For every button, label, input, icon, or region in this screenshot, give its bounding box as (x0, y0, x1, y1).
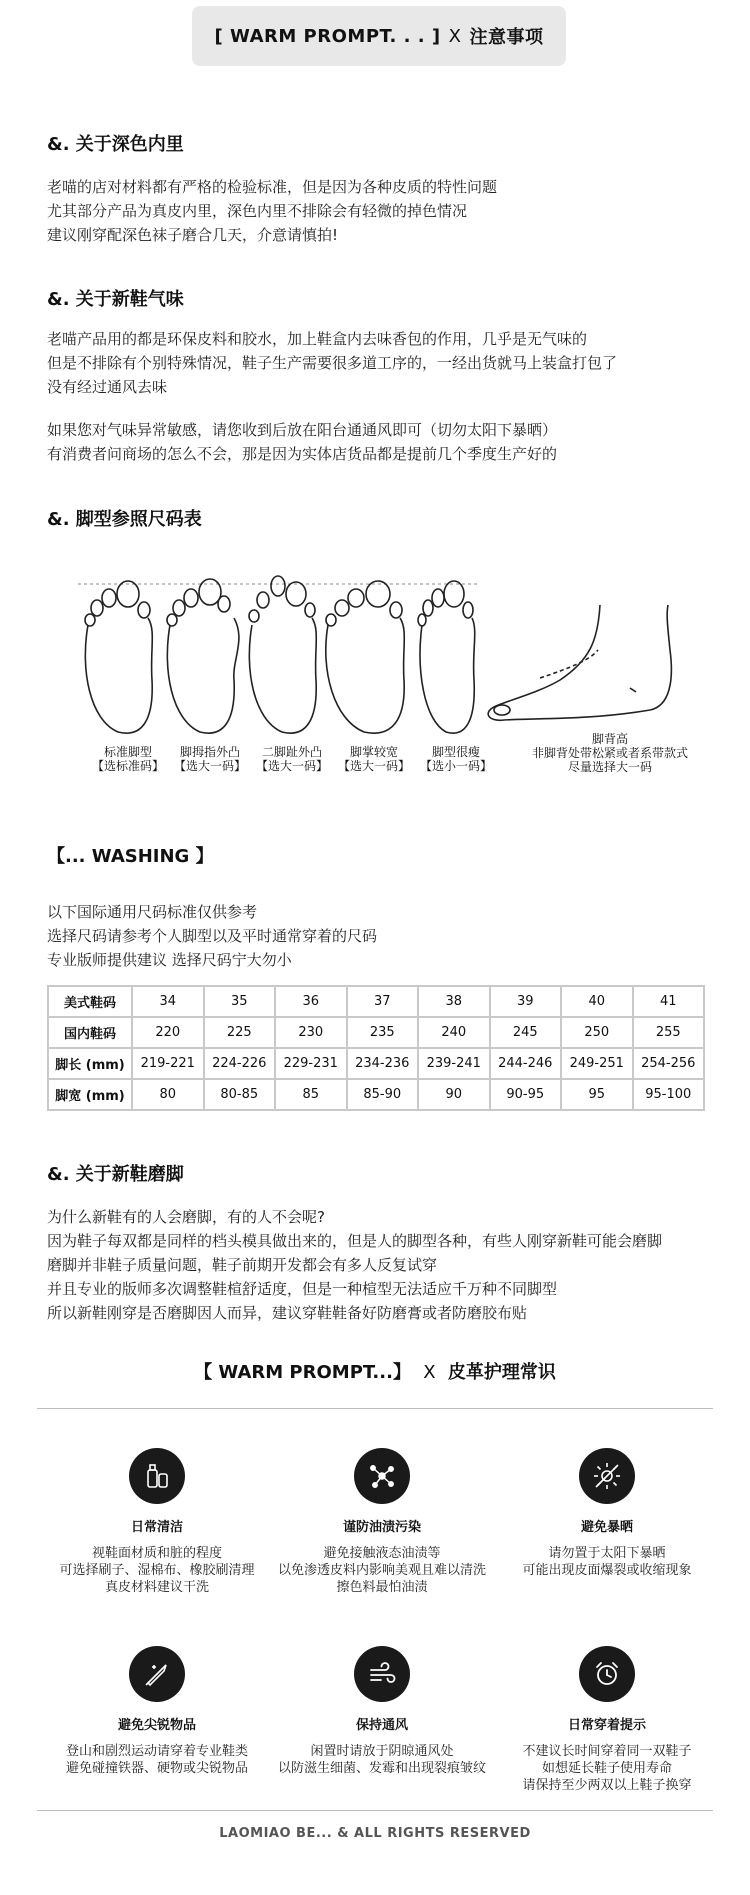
table-cell: 235 (347, 1017, 419, 1048)
row-label: 美式鞋码 (48, 986, 132, 1017)
paragraph-line: 老喵产品用的都是环保皮料和胶水，加上鞋盒内去味香包的作用，几乎是无气味的 (47, 330, 588, 348)
foot-label-5 (411, 745, 501, 773)
row-label: 脚长 (mm) (48, 1048, 132, 1079)
care-desc-line: 视鞋面材质和脏的程度 (91, 1546, 222, 1561)
wind-icon (354, 1646, 410, 1702)
table-cell: 90 (418, 1079, 490, 1110)
care-heading-x: X (423, 1362, 436, 1383)
table-cell: 37 (347, 986, 419, 1017)
footer-divider (37, 1810, 713, 1811)
table-cell: 245 (490, 1017, 562, 1048)
table-cell: 249-251 (561, 1048, 633, 1079)
alarm-clock-icon (579, 1646, 635, 1702)
sharp-object-icon (129, 1646, 185, 1702)
care-desc-line: 可选择刷子、湿棉布、橡胶刷清理 (59, 1563, 255, 1578)
table-cell: 80-85 (204, 1079, 276, 1110)
header-left-text: [ WARM PROMPT. . . ] (214, 25, 441, 47)
header-right-text: 注意事项 (469, 27, 544, 48)
foot-tip: 尽量选择大一码 (567, 760, 652, 774)
care-desc (37, 1743, 277, 1777)
no-sun-icon (579, 1448, 635, 1504)
care-title: 避免尖锐物品 (117, 1718, 196, 1733)
care-item-sharp (37, 1646, 277, 1777)
care-item-ventilation (262, 1646, 502, 1777)
foot-label-2 (165, 745, 255, 773)
table-cell: 36 (275, 986, 347, 1017)
care-desc (487, 1545, 727, 1579)
foot-bunion (167, 579, 239, 733)
care-title: 避免暴晒 (580, 1520, 633, 1535)
table-cell: 234-236 (347, 1048, 419, 1079)
care-desc (37, 1545, 277, 1596)
dark-lining-text (47, 175, 497, 247)
table-cell: 255 (633, 1017, 705, 1048)
care-desc (262, 1545, 502, 1596)
care-divider (37, 1408, 713, 1409)
section-title-dark-lining: &. 关于深色内里 (47, 134, 184, 155)
foot-name: 二脚趾外凸 (261, 745, 322, 759)
table-cell: 239-241 (418, 1048, 490, 1079)
header-banner (192, 6, 566, 66)
foot-name: 脚掌较宽 (349, 745, 398, 759)
foot-label-3 (247, 745, 337, 773)
foot-standard (85, 581, 152, 733)
table-cell: 244-246 (490, 1048, 562, 1079)
table-row (48, 1079, 704, 1110)
care-desc-line: 不建议长时间穿着同一双鞋子 (522, 1744, 692, 1759)
washing-text (47, 900, 377, 972)
table-cell: 220 (132, 1017, 204, 1048)
care-heading-right: 皮革护理常识 (447, 1362, 556, 1383)
foot-tip: 【选大一码】 (255, 759, 328, 773)
table-cell: 229-231 (275, 1048, 347, 1079)
table-row (48, 1017, 704, 1048)
care-desc-line: 避免接触液态油渍等 (323, 1546, 441, 1561)
foot-tip: 【选大一码】 (337, 759, 410, 773)
foot-label-4 (329, 745, 419, 773)
paragraph-line: 没有经过通风去味 (47, 378, 168, 396)
care-desc-line: 可能出现皮面爆裂或收缩现象 (522, 1563, 692, 1578)
table-cell: 225 (204, 1017, 276, 1048)
care-desc-line: 闲置时请放于阴晾通风处 (310, 1744, 454, 1759)
foot-tip: 【选标准码】 (91, 759, 164, 773)
foot-long-second-toe (249, 576, 316, 733)
section-title-foot-chart: &. 脚型参照尺码表 (47, 509, 202, 530)
care-desc-line: 真皮材料建议干洗 (104, 1580, 209, 1595)
paragraph-line: 但是不排除有个别特殊情况，鞋子生产需要很多道工序的，一经出货就马上装盒打包了 (47, 354, 618, 372)
foot-tip: 非脚背处带松紧或者系带款式 (531, 746, 688, 760)
paragraph-line: 如果您对气味异常敏感，请您收到后放在阳台通通风即可（切勿太阳下暴晒） (47, 421, 558, 439)
cleaning-bottle-icon (129, 1448, 185, 1504)
section-title-rubbing: &. 关于新鞋磨脚 (47, 1164, 184, 1185)
paragraph-line: 建议刚穿配深色袜子磨合几天，介意请慎拍! (47, 226, 339, 244)
foot-label-1 (83, 745, 173, 773)
care-heading (0, 1358, 750, 1384)
paragraph-line: 磨脚并非鞋子质量问题，鞋子前期开发都会有多人反复试穿 (47, 1256, 438, 1274)
care-desc-line: 避免碰撞铁器、硬物或尖锐物品 (65, 1761, 248, 1776)
care-title: 日常清洁 (130, 1520, 183, 1535)
foot-name: 脚背高 (591, 732, 628, 746)
table-cell: 41 (633, 986, 705, 1017)
table-cell: 34 (132, 986, 204, 1017)
table-cell: 250 (561, 1017, 633, 1048)
row-label: 国内鞋码 (48, 1017, 132, 1048)
table-cell: 38 (418, 986, 490, 1017)
table-cell: 254-256 (633, 1048, 705, 1079)
table-cell: 39 (490, 986, 562, 1017)
paragraph-line: 老喵的店对材料都有严格的检验标准，但是因为各种皮质的特性问题 (47, 178, 498, 196)
row-label: 脚宽 (mm) (48, 1079, 132, 1110)
header-x: X (448, 25, 462, 47)
table-cell: 95 (561, 1079, 633, 1110)
foot-outline-illustration (70, 560, 710, 745)
foot-name: 脚拇指外凸 (179, 745, 240, 759)
care-desc-line: 擦色料最怕油渍 (336, 1580, 428, 1595)
table-row (48, 986, 704, 1017)
table-cell: 90-95 (490, 1079, 562, 1110)
foot-slim (418, 581, 475, 733)
table-cell: 35 (204, 986, 276, 1017)
care-title: 保持通风 (355, 1718, 408, 1733)
table-cell: 219-221 (132, 1048, 204, 1079)
table-cell: 95-100 (633, 1079, 705, 1110)
care-desc-line: 请保持至少两双以上鞋子换穿 (522, 1778, 692, 1793)
paragraph-line: 有消费者问商场的怎么不会，那是因为实体店货品都是提前几个季度生产好的 (47, 445, 558, 463)
table-cell: 85 (275, 1079, 347, 1110)
foot-tip: 【选小一码】 (419, 759, 492, 773)
footer-copyright: LAOMIAO BE... & ALL RIGHTS RESERVED (219, 1826, 531, 1841)
size-table (47, 985, 705, 1111)
paragraph-line: 专业版师提供建议 选择尺码宁大勿小 (47, 951, 292, 969)
foot-tip: 【选大一码】 (173, 759, 246, 773)
odor-text (47, 327, 617, 399)
table-cell: 240 (418, 1017, 490, 1048)
paragraph-line: 为什么新鞋有的人会磨脚，有的人不会呢? (47, 1208, 325, 1226)
care-item-cleaning (37, 1448, 277, 1596)
section-title-washing: 【... WASHING 】 (47, 846, 214, 867)
table-cell: 224-226 (204, 1048, 276, 1079)
section-title-odor: &. 关于新鞋气味 (47, 289, 184, 310)
paragraph-line: 所以新鞋刚穿是否磨脚因人而异，建议穿鞋鞋备好防磨膏或者防磨胶布贴 (47, 1304, 528, 1322)
rubbing-text (47, 1205, 662, 1325)
care-heading-left: 【 WARM PROMPT...】 (194, 1362, 411, 1383)
table-cell: 230 (275, 1017, 347, 1048)
molecule-icon (354, 1448, 410, 1504)
paragraph-line: 尤其部分产品为真皮内里，深色内里不排除会有轻微的掉色情况 (47, 202, 468, 220)
paragraph-line: 并且专业的版师多次调整鞋楦舒适度，但是一种楦型无法适应千万种不同脚型 (47, 1280, 558, 1298)
table-cell: 40 (561, 986, 633, 1017)
care-desc-line: 以免渗透皮料内影响美观且难以清洗 (277, 1563, 486, 1578)
care-title: 日常穿着提示 (567, 1718, 646, 1733)
care-item-wearing (487, 1646, 727, 1794)
care-desc-line: 请勿置于太阳下暴晒 (548, 1546, 666, 1561)
foot-name: 标准脚型 (103, 745, 152, 759)
table-cell: 80 (132, 1079, 204, 1110)
care-desc (487, 1743, 727, 1794)
care-desc-line: 登山和剧烈运动请穿着专业鞋类 (65, 1744, 248, 1759)
care-item-sun (487, 1448, 727, 1579)
foot-label-side (510, 732, 710, 774)
paragraph-line: 因为鞋子每双都是同样的档头模具做出来的，但是人的脚型各种，有些人刚穿新鞋可能会磨脚 (47, 1232, 663, 1250)
table-row (48, 1048, 704, 1079)
foot-shape-chart (70, 560, 710, 790)
care-desc-line: 以防滋生细菌、发霉和出现裂痕皱纹 (277, 1761, 486, 1776)
care-title: 谨防油渍污染 (342, 1520, 421, 1535)
care-desc-line: 如想延长鞋子使用寿命 (541, 1761, 672, 1776)
paragraph-line: 选择尺码请参考个人脚型以及平时通常穿着的尺码 (47, 927, 378, 945)
paragraph-line: 以下国际通用尺码标准仅供参考 (47, 903, 258, 921)
table-cell: 85-90 (347, 1079, 419, 1110)
foot-name: 脚型很瘦 (431, 745, 480, 759)
odor-text-2 (47, 418, 557, 466)
care-desc (262, 1743, 502, 1777)
care-item-oil (262, 1448, 502, 1596)
foot-side-high-instep (488, 605, 671, 720)
foot-wide (326, 581, 405, 733)
